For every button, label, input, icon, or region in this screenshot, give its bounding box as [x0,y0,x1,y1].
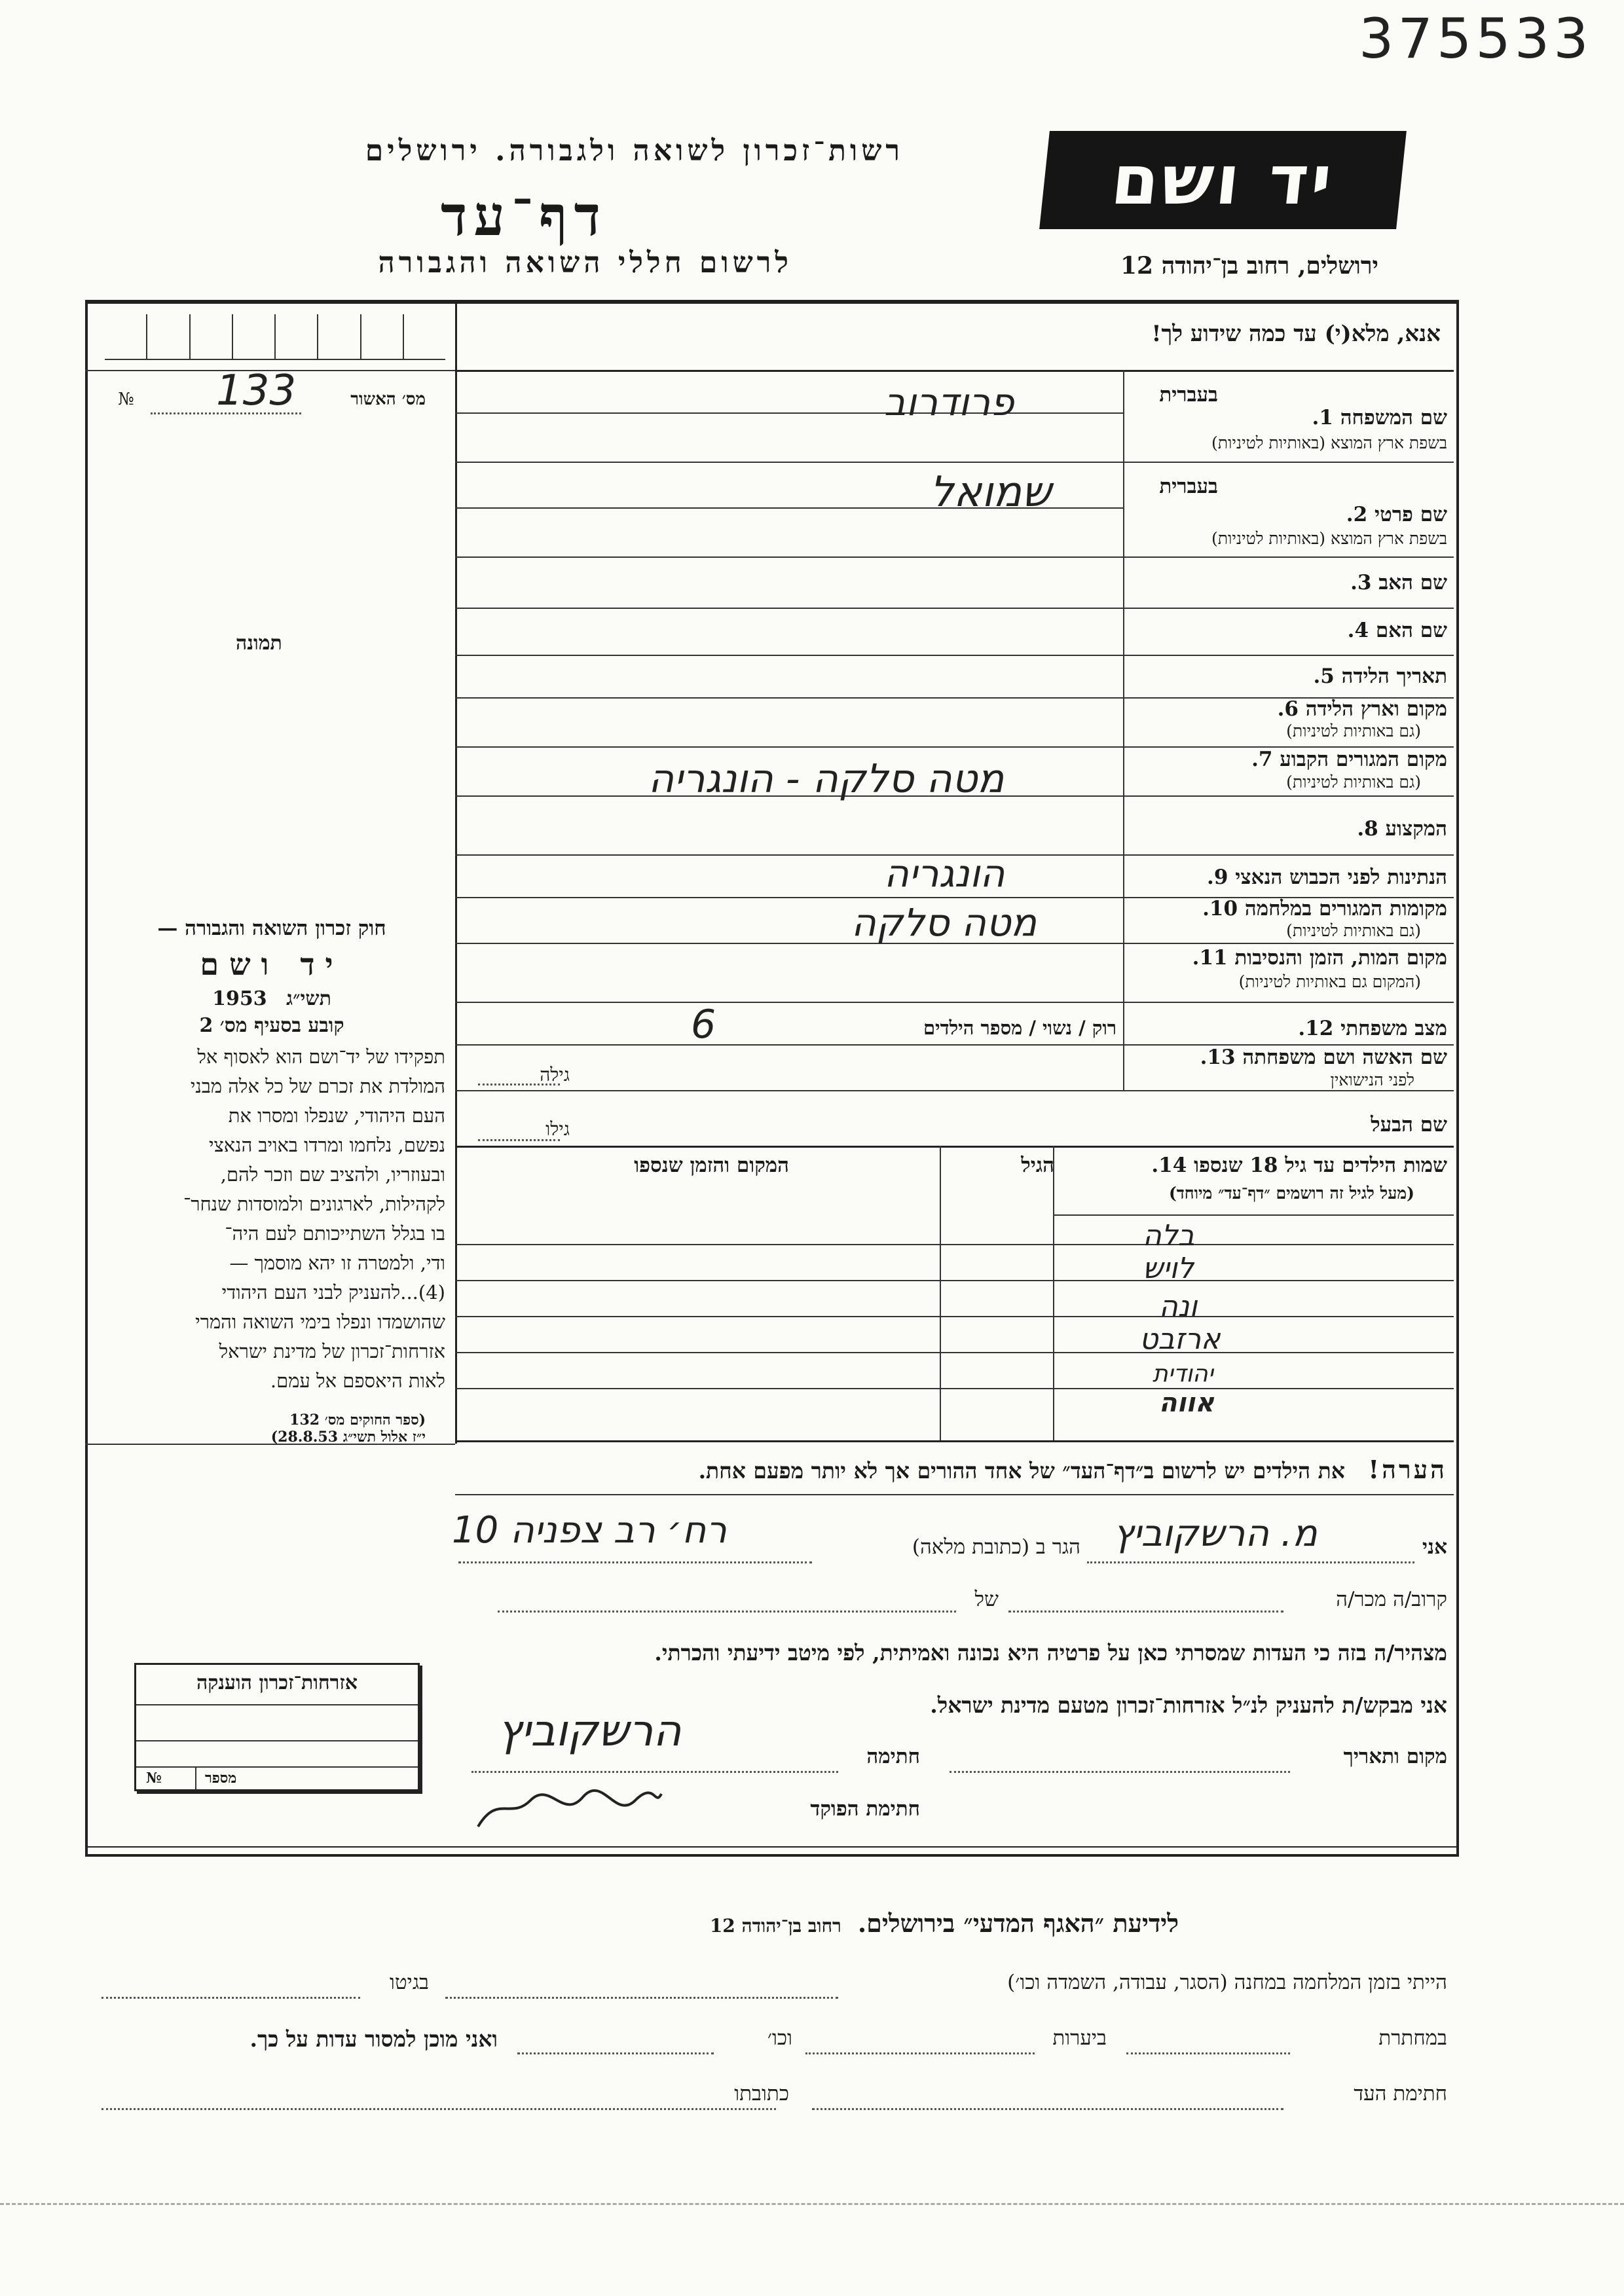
value-line [455,1090,1454,1091]
law-line: שהושמדו ונפלו בימי השואה והמרי [195,1311,445,1333]
info-witness-dots [812,2108,1283,2110]
declarant-prefix: אני [1422,1535,1447,1559]
field-2-sub: בשפת ארץ המוצא (באותיות לטיניות) [1211,529,1447,548]
officer-signature-label: חתימת הפוקד [810,1797,920,1821]
field-2-hebrew-label: בעברית [1159,475,1218,498]
law-line: המולדת את זכרם של כל אלה מבני [190,1075,445,1097]
law-line: לאות היאספם אל עמם. [270,1370,445,1392]
row-line [1123,795,1454,797]
yad-vashem-logo [1039,131,1407,229]
field-7-value[interactable]: מטה סלקה - הונגריה [648,756,1005,802]
field-1-value[interactable]: פרודרוב [884,380,1014,424]
info-address-dots [101,2108,776,2110]
registration-boxes [105,314,445,360]
info-camp-dots [445,1997,838,1999]
citizenship-box-line [136,1704,418,1705]
law-ref-2: י״ז אלול תשי״ג 28.8.53) [270,1429,426,1446]
info-underground-dots [1126,2052,1290,2054]
info-title: לידיעת ״האגף המדעי״ בירושלים. [857,1908,1179,1938]
husband-label: שם הבעל [1371,1113,1447,1137]
declarant-address-dots [458,1561,812,1563]
value-line [455,556,1123,558]
officer-signature[interactable] [471,1781,668,1833]
citizenship-box-title: אזרחות־זכרון הוענקה [196,1671,358,1694]
field-11-label: מקום המות, הזמן והנסיבות 11. [1192,946,1447,970]
row-line [1123,556,1454,558]
left-column-divider [455,302,457,1444]
field-10-value[interactable]: מטה סלקה [851,900,1037,945]
citizenship-number-label: מספר [205,1770,237,1787]
row-line [1123,854,1454,856]
value-line [455,462,1123,463]
value-line [455,1044,1123,1046]
husband-row-line [455,1146,1454,1148]
citizenship-box-line [136,1766,418,1768]
child-name[interactable]: ונה [1159,1290,1198,1323]
children-row-line [455,1352,1454,1353]
field-9-label: הנתינות לפני הכבוש הנאצי 9. [1207,866,1447,889]
label-column-divider [1123,370,1124,1090]
law-line: ודי, ולמטרה זו יהא מוסמך — [229,1252,445,1274]
value-line [455,697,1123,699]
citizenship-box-line [136,1740,418,1741]
declaration-text: מצהיר/ה בזה כי העדות שמסרתי כאן על פרטיה היא נכונה ואמיתית, לפי מיטב ידיעתי והכרתי. [654,1640,1447,1666]
note-row [471,1455,1447,1485]
value-line [455,854,1123,856]
field-13-label: שם האשה ושם משפחתה 13. [1200,1046,1447,1069]
field-7-sub: (גם באותיות לטיניות) [1286,773,1421,792]
header-address: ירושלים, רחוב בן־יהודה 12 [1120,252,1378,280]
children-col-age: הגיל [1021,1154,1054,1177]
law-line: העם היהודי, שנפלו ומסרו את [228,1104,445,1127]
field-11-sub: (המקום גם באותיות לטיניות) [1238,972,1421,991]
children-col-divider [940,1146,941,1440]
form-subtitle: לרשום חללי השואה והגבורה [378,246,792,280]
field-1-hebrew-label: בעברית [1159,383,1218,407]
law-title: חוק זכרון השואה והגבורה — [157,917,386,940]
field-3-label: שם האב 3. [1350,571,1447,594]
place-date-dots [950,1771,1290,1773]
field-8-label: המקצוע 8. [1357,817,1447,841]
children-header-line [1053,1214,1454,1216]
registration-label: מס׳ האשור [350,390,426,409]
law-clause: קובע בסעיף מס׳ 2 [199,1014,344,1037]
authority-name: רשות־זכרון לשואה ולגבורה. ירושלים [365,134,904,168]
row-line [1123,655,1454,656]
law-line: בו בגלל השתייכותם לעם היה־ [225,1222,445,1245]
field-6-label: מקום וארץ הלידה 6. [1277,697,1447,721]
instruction-row-line [455,370,1454,372]
field-2-value[interactable]: שמואל [930,468,1052,517]
logo-text: יד ושם [1107,140,1338,220]
relation-label: קרוב/ה מכר/ה [1336,1588,1447,1611]
value-line [455,655,1123,656]
info-etc-dots [517,2052,714,2054]
child-name[interactable]: לויש [1143,1252,1194,1285]
wife-age-dots [478,1084,560,1085]
field-4-label: שם האם 4. [1347,619,1447,642]
form-title: דף־עד [440,183,607,248]
info-etc-label: וכו׳ [767,2026,792,2050]
row-line [1123,1002,1454,1003]
field-10-label: מקומות המגורים במלחמה 10. [1202,897,1447,920]
value-line [455,608,1123,609]
declarant-name[interactable]: מ. הרשקוביץ [1113,1512,1318,1555]
citizenship-no-label: № [146,1770,162,1787]
children-table-bottom [455,1440,1454,1442]
info-forests-label: ביערות [1052,2026,1107,2050]
of-dots [498,1611,956,1613]
page-bottom-fold [0,2203,1624,2205]
citizenship-box [134,1663,420,1791]
field-1-sub: בשפת ארץ המוצא (באותיות לטיניות) [1211,433,1447,452]
child-name[interactable]: אווה [1159,1388,1215,1418]
children-row-line [455,1280,1454,1281]
value-line [455,412,1123,414]
field-2-label: שם פרטי 2. [1346,503,1447,526]
frame-top-double [85,302,1456,304]
children-row-line [455,1388,1454,1389]
law-name: יד ושם [200,947,344,982]
child-name[interactable]: בלה [1143,1219,1195,1252]
info-ghetto-dots [101,1997,360,1999]
row-line [1123,608,1454,609]
declarant-address[interactable]: רח׳ רב צפניה 10 [452,1509,727,1552]
value-line [455,897,1123,898]
children-col-divider [1053,1146,1054,1440]
value-line [455,746,1123,748]
info-forests-dots [805,2052,1035,2054]
law-line: נפשם, נלחמו ומרדו באויב הנאצי [208,1134,445,1156]
instructions-text: אנא, מלא(י) עד כמה שידוע לך! [1151,321,1441,347]
citizenship-box-divider [195,1766,196,1789]
wife-age-label: גילה [540,1064,570,1085]
husband-age-label: גילו [545,1118,570,1140]
registration-no-label: № [118,390,134,409]
of-label: של [974,1588,999,1611]
law-year: 1953 [212,987,267,1010]
children-count[interactable]: 6 [691,1002,716,1048]
value-line [455,1002,1123,1003]
photo-label: תמונה [236,632,282,655]
relation-dots [1008,1611,1283,1613]
child-name[interactable]: ארזבט [1139,1322,1221,1356]
child-name[interactable]: יהודית [1153,1360,1213,1387]
children-col-place: המקום והזמן שנספו [634,1154,789,1177]
law-text [98,917,445,1446]
field-9-value[interactable]: הונגריה [884,851,1005,896]
info-title-row [458,1908,1179,1939]
field-1-label: שם המשפחה 1. [1312,406,1447,429]
registration-value: 133 [216,367,297,415]
signature-dots [471,1771,838,1773]
declarant-name-dots [1087,1561,1414,1563]
declarant-signature[interactable]: הרשקוביץ [498,1705,682,1756]
children-title: שמות הילדים עד גיל 18 שנספו 14. [1151,1154,1447,1177]
note-label: הערה! [1368,1455,1447,1484]
document-number: 375533 [1359,7,1593,71]
children-row-line [455,1244,1454,1245]
children-row-line [455,1316,1454,1317]
signature-label: חתימה [866,1745,920,1768]
info-ghetto-label: בגיטו [390,1971,429,1994]
left-bottom-line [85,1444,455,1445]
info-address-label: כתובתו [734,2082,789,2105]
law-line: לקהילות, לארגונים ולמוסדות שנחר־ [183,1193,445,1215]
frame-bottom-double [85,1846,1456,1848]
family-status-options: רוק / נשוי / מספר הילדים [923,1017,1116,1039]
law-body [98,1042,445,1396]
field-6-sub: (גם באותיות לטיניות) [1286,721,1421,740]
place-date-label: מקום ותאריך [1343,1745,1447,1768]
field-12-label: מצב משפחתי 12. [1298,1017,1447,1040]
law-line: (4)...להעניק לבני העם היהודי [221,1281,445,1303]
field-5-label: תאריך הלידה 5. [1313,665,1447,688]
law-line: אזרחות־זכרון של מדינת ישראל [219,1340,445,1362]
law-line: תפקידו של יד־ושם הוא לאסוף אל [197,1046,445,1068]
field-10-sub: (גם באותיות לטיניות) [1286,921,1421,940]
request-text: אני מבקש/ת להעניק לנ״ל אזרחות־זכרון מטעם מדינת ישראל. [930,1692,1447,1718]
info-witness-signature-label: חתימת העד [1354,2082,1447,2105]
law-year-heb: תשי״ג [286,987,331,1010]
info-camp-label: הייתי בזמן המלחמה במחנה (הסגר, עבודה, השמדה וכו׳) [1007,1971,1447,1994]
law-ref-1: (ספר החוקים מס׳ 132 [289,1412,426,1429]
row-line [1123,462,1454,463]
field-7-label: מקום המגורים הקבוע 7. [1251,748,1447,771]
info-testimony-text: ואני מוכן למסור עדות על כך. [249,2026,498,2052]
row-line [1123,943,1454,944]
info-address: רחוב בן־יהודה 12 [709,1915,841,1937]
field-13-sub: לפני הנישואין [1330,1070,1414,1089]
children-note: (מעל לגיל זה רושמים ״דף־עד״ מיוחד) [1168,1184,1414,1203]
info-underground-label: במחתרת [1378,2026,1447,2050]
note-text: את הילדים יש לרשום ב״דף־העד״ של אחד ההורים אך לא יותר מפעם אחת. [698,1458,1345,1484]
law-year-row [98,987,445,1010]
declarant-address-label: הגר ב (כתובת מלאה) [912,1535,1080,1559]
law-line: ובעוזריו, ולהציב שם וזכר להם, [220,1163,445,1186]
husband-age-dots [478,1139,560,1141]
note-row-line [455,1494,1454,1495]
